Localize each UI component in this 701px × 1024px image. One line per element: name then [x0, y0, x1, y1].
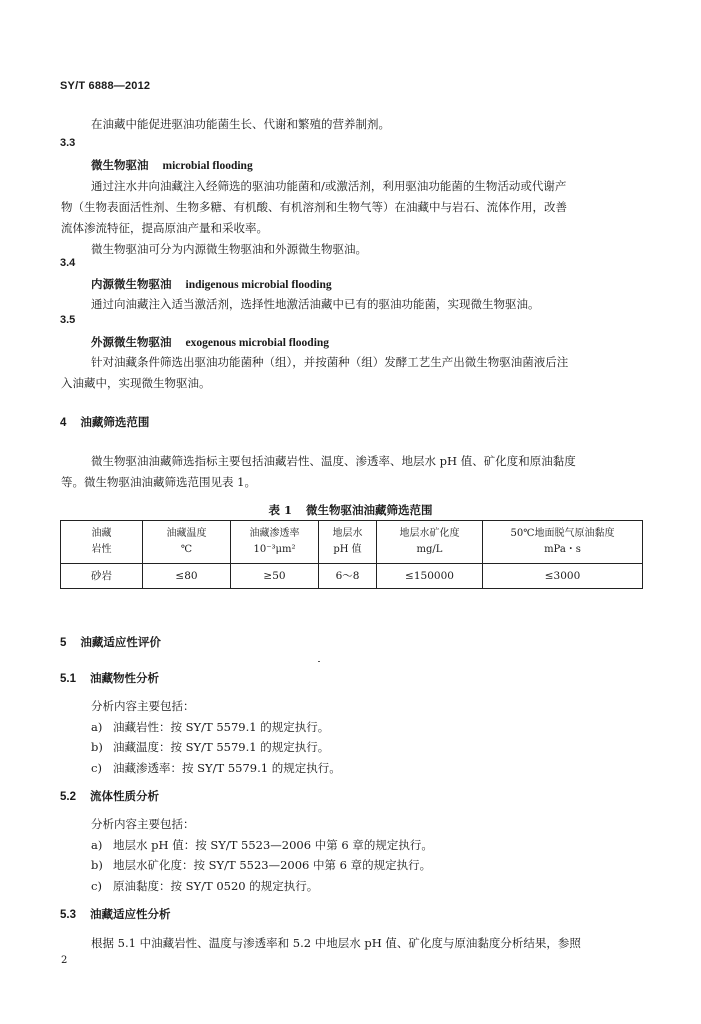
term-cn: 微生物驱油 — [91, 158, 149, 172]
header-cell: 地层水矿化度 mg/L — [377, 521, 483, 564]
paragraph-line: 物（生物表面活性剂、生物多糖、有机酸、有机溶剂和生物气等）在油藏中与岩石、流体作用，改善 — [61, 200, 567, 214]
section-number: 5 — [60, 637, 67, 649]
list-text: 油藏渗透率：按 SY/T 5579.1 的规定执行。 — [113, 761, 341, 775]
paragraph-line: 微生物驱油可分为内源微生物驱油和外源微生物驱油。 — [91, 242, 367, 256]
section-title: 油藏筛选范围 — [80, 415, 150, 429]
section-number: 5.2 — [60, 791, 76, 803]
paragraph-line: 微生物驱油油藏筛选指标主要包括油藏岩性、温度、渗透率、地层水 pH 值、矿化度和原油黏度 — [91, 454, 576, 468]
header-cell: 油藏温度 ℃ — [143, 521, 231, 564]
term-3-5 — [91, 334, 329, 350]
list-item — [91, 876, 318, 896]
term-3-4 — [91, 276, 332, 292]
section-title: 流体性质分析 — [90, 789, 159, 803]
list-item — [91, 717, 329, 737]
section-title: 油藏适应性分析 — [90, 907, 171, 921]
section-heading-5-3 — [60, 906, 171, 922]
list-marker: b) — [91, 858, 103, 872]
clause-number-3-4: 3.4 — [60, 257, 76, 269]
paragraph-line: 流体渗流特征，提高原油产量和采收率。 — [61, 221, 268, 235]
table-cell: 砂岩 — [61, 564, 143, 589]
clause-number-3-5: 3.5 — [60, 314, 76, 326]
header-cell: 50℃地面脱气原油黏度 mPa・s — [483, 521, 643, 564]
list-item — [91, 855, 431, 875]
table-cell: ≤150000 — [377, 564, 483, 589]
header-cell: 油藏 岩性 — [61, 521, 143, 564]
list-text: 地层水 pH 值：按 SY/T 5523—2006 中第 6 章的规定执行。 — [113, 838, 433, 852]
list-item — [91, 835, 433, 855]
header-cell: 油藏渗透率 10⁻³μm² — [231, 521, 319, 564]
list-text: 油藏岩性：按 SY/T 5579.1 的规定执行。 — [113, 720, 330, 734]
list-marker: c) — [91, 879, 102, 893]
list-marker: a) — [91, 838, 103, 852]
table-row — [61, 564, 643, 589]
section-title: 油藏适应性评价 — [80, 635, 161, 649]
section-heading-4 — [60, 414, 149, 430]
paragraph-line: 分析内容主要包括： — [91, 699, 195, 713]
table-caption — [0, 502, 701, 518]
section-title: 油藏物性分析 — [90, 671, 159, 685]
list-marker: c) — [91, 761, 102, 775]
list-item — [91, 758, 341, 778]
term-cn: 内源微生物驱油 — [91, 277, 172, 291]
term-en: exogenous microbial flooding — [185, 337, 330, 349]
list-text: 地层水矿化度：按 SY/T 5523—2006 中第 6 章的规定执行。 — [113, 858, 432, 872]
table-cell: 6～8 — [319, 564, 377, 589]
term-en: microbial flooding — [162, 160, 253, 172]
list-marker: b) — [91, 740, 103, 754]
term-3-3 — [91, 157, 253, 173]
table-number: 表 1 — [268, 503, 292, 517]
section-number: 5.3 — [60, 909, 76, 921]
paragraph-line: 根据 5.1 中油藏岩性、温度与渗透率和 5.2 中地层水 pH 值、矿化度与原油黏度分析结果，参照 — [91, 936, 581, 950]
definition-3-2-tail: 在油藏中能促进驱油功能菌生长、代谢和繁殖的营养制剂。 — [91, 117, 390, 131]
clause-number-3-3: 3.3 — [60, 137, 76, 149]
section-heading-5-2 — [60, 788, 159, 804]
table-cell: ≤80 — [143, 564, 231, 589]
paragraph-line: 通过向油藏注入适当激活剂，选择性地激活油藏中已有的驱油功能菌，实现微生物驱油。 — [91, 297, 540, 311]
section-heading-5 — [60, 634, 161, 650]
page-number: 2 — [61, 955, 68, 966]
list-item — [91, 737, 329, 757]
header-cell: 地层水 pH 值 — [319, 521, 377, 564]
screening-table — [60, 520, 643, 589]
paragraph-line: 针对油藏条件筛选出驱油功能菌种（组），并按菌种（组）发酵工艺生产出微生物驱油菌液后注 — [91, 355, 569, 369]
paragraph-line: 通过注水井向油藏注入经筛选的驱油功能菌和/或激活剂，利用驱油功能菌的生物活动或代谢产 — [91, 179, 567, 193]
list-text: 油藏温度：按 SY/T 5579.1 的规定执行。 — [113, 740, 330, 754]
table-cell: ≥50 — [231, 564, 319, 589]
paragraph-line: 分析内容主要包括： — [91, 817, 195, 831]
paragraph-line: 等。微生物驱油油藏筛选范围见表 1。 — [61, 475, 256, 489]
section-number: 5.1 — [60, 673, 76, 685]
table-title: 微生物驱油油藏筛选范围 — [306, 503, 433, 517]
table-header-row — [61, 521, 643, 564]
paragraph-line: 入油藏中，实现微生物驱油。 — [61, 376, 211, 390]
page-header: SY/T 6888—2012 — [60, 80, 151, 92]
list-text: 原油黏度：按 SY/T 0520 的规定执行。 — [113, 879, 319, 893]
table-cell: ≤3000 — [483, 564, 643, 589]
section-number: 4 — [60, 417, 67, 429]
scan-speck — [318, 661, 320, 662]
section-heading-5-1 — [60, 670, 159, 686]
term-cn: 外源微生物驱油 — [91, 335, 172, 349]
term-en: indigenous microbial flooding — [185, 279, 332, 291]
list-marker: a) — [91, 720, 103, 734]
